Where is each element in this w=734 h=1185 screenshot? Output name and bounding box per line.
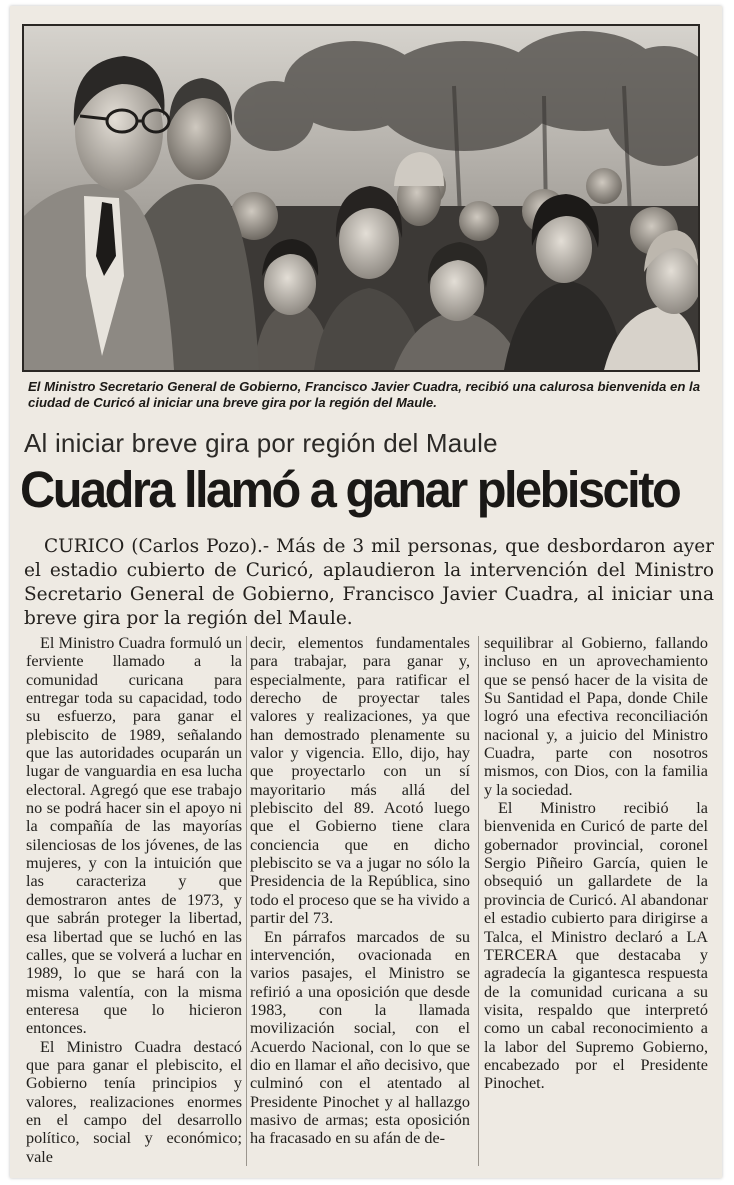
column-divider — [246, 636, 247, 1166]
kicker-headline: Al iniciar breve gira por región del Maule — [24, 428, 498, 458]
article-column-2 — [250, 634, 470, 1148]
main-headline: Cuadra llamó a ganar plebiscito — [20, 461, 680, 518]
column-paragraph: En párrafos marcados de su intervención, ovacionada en varios pasajes, el Ministro se refirió a una oposición que desde 1983, con la llamada movilización social, con el Acuerdo Nacional, con lo que se dio en llamar el año decisivo, que culminó con el atentado al Presidente Pinochet y al hallazgo masivo de armas; esta oposición ha fracasado en su afán de de- — [250, 927, 470, 1148]
column-paragraph: El Ministro recibió la bienvenida en Curicó de parte del gobernador provincial, coronel Sergio Piñeiro García, quien le obsequió un gallardete de la provincia de Curicó. Al abandonar el estadio cubierto para dirigirse a Talca, el Ministro declaró a LA TERCERA que destacaba y agradecía la gigantesca respuesta de la comunidad curicana a su visita, respaldo que interpretó como un cabal reconocimiento a la labor del Supremo Gobierno, encabezado por el Presidente Pinochet. — [484, 799, 708, 1093]
article-column-3 — [484, 634, 708, 1093]
photo-crowd-image — [24, 26, 698, 370]
news-photo — [22, 24, 700, 372]
column-divider — [478, 636, 479, 1166]
column-paragraph: sequilibrar al Gobierno, fallando incluso en un aprovechamiento que se pensó hacer de la visita de Su Santidad el Papa, donde Chile logró una efectiva reconciliación nacional y, a juicio del Ministro Cuadra, parte con nosotros mismos, con Dios, con la familia y la sociedad. — [484, 634, 708, 799]
column-paragraph: decir, elementos fundamentales para trabajar, para ganar y, especialmente, para ratificar el derecho de proyectar tales valores y realizaciones, ya que han demostrado plenamente su valor y vigencia. Ello, dijo, hay que proyectarlo con un sí mayoritario más allá del plebiscito del 89. Acotó luego que el Gobierno tiene clara conciencia que en dicho plebiscito se va a jugar no sólo la Presidencia de la República, sino todo el proceso que se ha vivido a partir del 73. — [250, 634, 470, 928]
article-column-1 — [26, 634, 242, 1166]
photo-caption: El Ministro Secretario General de Gobierno, Francisco Javier Cuadra, recibió una calurosa bienvenida en la ciudad de Curicó al iniciar una breve gira por la región del Maule. — [28, 379, 701, 410]
column-paragraph: El Ministro Cuadra destacó que para ganar el plebiscito, el Gobierno tenía principios y valores, realizaciones enormes en el campo del desarrollo político, social y económico; vale — [26, 1037, 242, 1166]
column-paragraph: El Ministro Cuadra formuló un ferviente llamado a la comunidad curicana para entregar toda su capacidad, todo su esfuerzo, para ganar el plebiscito de 1989, señalando que las autoridades ocuparán un lugar de vanguardia en esa lucha electoral. Agregó que ese trabajo no se podrá hacer sin el apoyo ni la compañía de las mayorías silenciosas de los jóvenes, de las mujeres, y con la intuición que las caracteriza y que demostraron antes de 1973, y que sabrán proteger la libertad, esa libertad que se luchó en las calles, que se volverá a luchar en 1989, lo que se hará con la misma valentía, con la misma enteresa que lo hicieron entonces. — [26, 634, 242, 1038]
lead-paragraph: CURICO (Carlos Pozo).- Más de 3 mil personas, que desbordaron ayer el estadio cubierto de Curicó, aplaudieron la intervención del Ministro Secretario General de Gobierno, Francisco Javier Cuadra, al iniciar una breve gira por la región del Maule. — [24, 536, 714, 629]
